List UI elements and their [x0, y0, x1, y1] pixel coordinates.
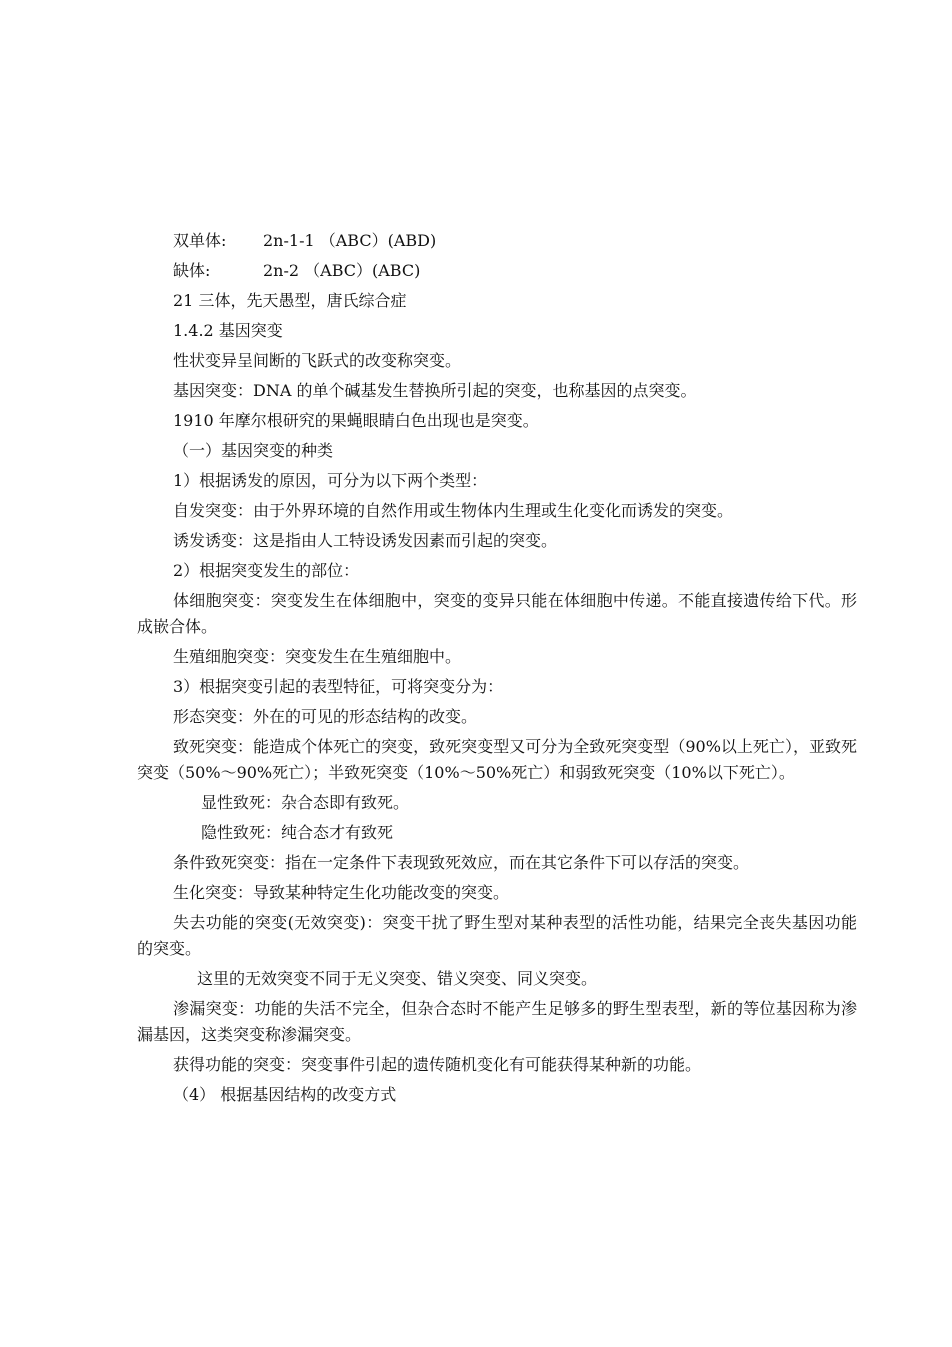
recessive-lethal: 隐性致死：纯合态才有致死: [201, 823, 394, 842]
by-site-heading: 2）根据突变发生的部位：: [173, 561, 360, 580]
loss-of-function-mutation: 失去功能的突变(无效突变)：突变干扰了野生型对某种表型的活性功能，结果完全丧失基因功能的突变。: [137, 913, 857, 958]
leaky-mutation: 渗漏突变：功能的失活不完全，但杂合态时不能产生足够多的野生型表型，新的等位基因称为渗漏基因，这类突变称渗漏突变。: [137, 999, 857, 1044]
conditional-lethal: 条件致死突变：指在一定条件下表现致死效应，而在其它条件下可以存活的突变。: [173, 853, 750, 872]
morphological-mutation: 形态突变：外在的可见的形态结构的改变。: [173, 707, 478, 726]
null-mutation-note: 这里的无效突变不同于无义突变、错义突变、同义突变。: [197, 969, 598, 988]
by-phenotype-heading: 3）根据突变引起的表型特征，可将突变分为：: [173, 677, 504, 696]
spontaneous-mutation: 自发突变：由于外界环境的自然作用或生物体内生理或生化变化而诱发的突变。: [173, 501, 734, 520]
induced-mutation: 诱发诱变：这是指由人工特设诱发因素而引起的突变。: [173, 531, 558, 550]
lethal-mutation: 致死突变：能造成个体死亡的突变，致死突变型又可分为全致死突变型（90%以上死亡），亚致死突变（50%～90%死亡）；半致死突变（10%～50%死亡）和弱致死突变（10%以下死亡）。: [137, 737, 857, 782]
mutation-definition: 性状变异呈间断的飞跃式的改变称突变。: [173, 351, 462, 370]
morgan-line: 1910 年摩尔根研究的果蝇眼睛白色出现也是突变。: [173, 411, 539, 430]
nullisomic-line: [137, 256, 857, 286]
trisomy-21-line: 21 三体，先天愚型，唐氏综合症: [173, 291, 407, 310]
nullisomic-value: 2n-2 （ABC）(ABC): [263, 261, 421, 280]
gene-mutation-definition: 基因突变：DNA 的单个碱基发生替换所引起的突变，也称基因的点突变。: [173, 381, 697, 400]
somatic-mutation: 体细胞突变：突变发生在体细胞中，突变的变异只能在体细胞中传递。不能直接遗传给下代。形成嵌合体。: [137, 591, 857, 636]
by-structure-heading: （4） 根据基因结构的改变方式: [173, 1085, 397, 1104]
dominant-lethal: 显性致死：杂合态即有致死。: [201, 793, 410, 812]
gain-of-function-mutation: 获得功能的突变：突变事件引起的遗传随机变化有可能获得某种新的功能。: [173, 1055, 702, 1074]
biochemical-mutation: 生化突变：导致某种特定生化功能改变的突变。: [173, 883, 510, 902]
nullisomic-label: 缺体:: [173, 261, 211, 280]
body-text: [137, 226, 857, 1110]
double-monosomic-label: 双单体:: [173, 231, 227, 250]
by-cause-heading: 1）根据诱发的原因，可分为以下两个类型：: [173, 471, 488, 490]
section-title: 1.4.2 基因突变: [173, 321, 283, 340]
double-monosomic-value: 2n-1-1 （ABC）(ABD): [263, 231, 437, 250]
double-monosomic-line: [137, 226, 857, 256]
germline-mutation: 生殖细胞突变：突变发生在生殖细胞中。: [173, 647, 462, 666]
types-heading: （一）基因突变的种类: [173, 441, 334, 460]
